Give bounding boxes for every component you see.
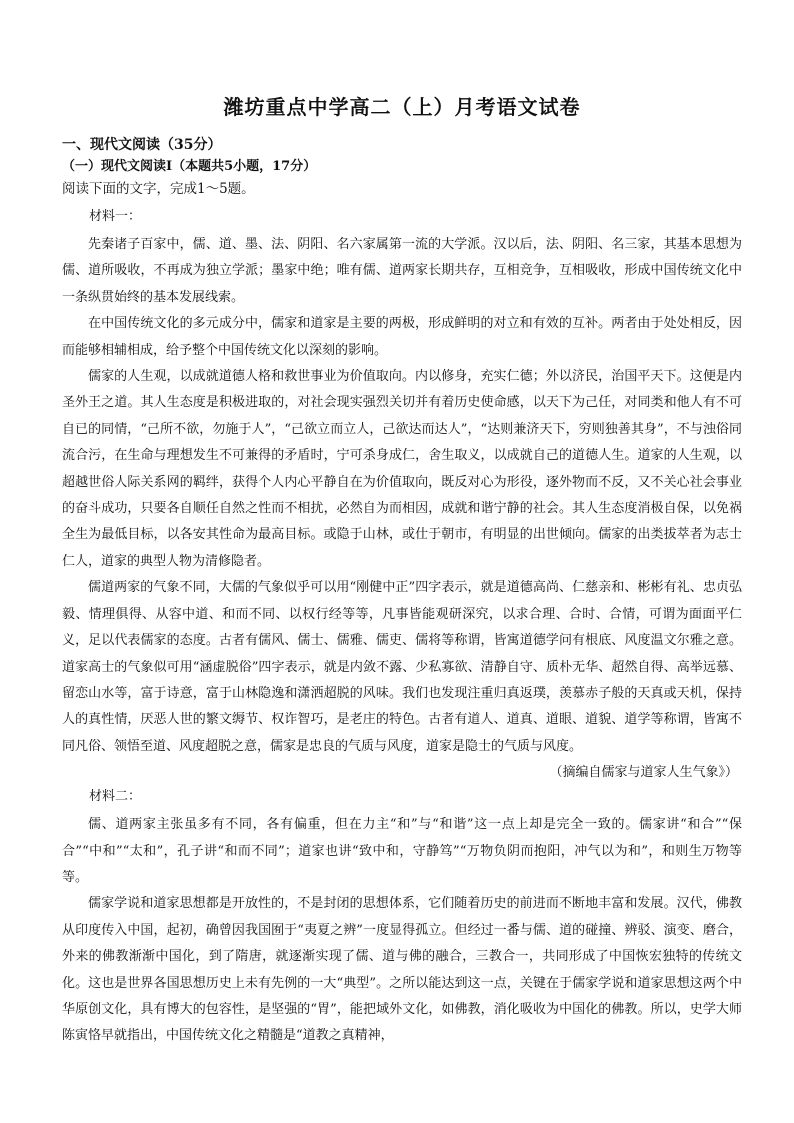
material-two-paragraph: 儒家学说和道家思想都是开放性的，不是封闭的思想体系，它们随着历史的前进而不断地丰富和发展。汉代，佛教从印度传入中国，起初，确曾因我国囿于“夷夏之辨”一度显得孤立。但经过一番与儒、道的碰撞、辨驳、演变、磨合，外来的佛教渐渐中国化，到了隋唐，就逐渐实现了儒、道与佛的融合，三教合一，共同形成了中国恢宏独特的传统文化。这也是世界各国思想历史上未有先例的一大“典型”。之所以能达到这一点，关键在于儒家学说和道家思想这两个中华原创文化，具有博大的包容性，是坚强的“胃”，能把域外文化，如佛教，消化吸收为中国化的佛教。所以，史学大师陈寅恪早就指出，中国传统文化之精髓是“道教之真精神， <box>62 896 742 1044</box>
material-one-source: （摘编自儒家与道家人生气象》） <box>549 765 738 781</box>
material-one-paragraph: 儒道两家的气象不同，大儒的气象似乎可以用“刚健中正”四字表示，就是道德高尚、仁慈亲和、彬彬有礼、忠贞弘毅、情理俱得、从容中道、和而不同、以权行经等等，凡事皆能观研深究，以求合理、合时、合情，可谓为面面平仁义，足以代表儒家的态度。古者有儒风、儒士、儒雅、儒吏、儒将等称谓，皆寓道德学问有根底、风度温文尔雅之意。道家高士的气象似可用“涵虚脱俗”四字表示，就是内敛不露、少私寡欲、清静自守、质朴无华、超然自得、高举远慕、留恋山水等，富于诗意，富于山林隐逸和潇洒超脱的风味。我们也发现注重归真返璞，羡慕赤子般的天真或天机，保持人的真性情，厌恶人世的繁文缛节、权诈智巧，是老庄的特色。古者有道人、道真、道眼、道貌、道学等称谓，皆寓不同凡俗、领悟至道、风度超脱之意，儒家是忠良的气质与风度，道家是隐士的气质与风度。 <box>62 580 742 754</box>
material-two-label: 材料二： <box>89 789 142 805</box>
material-one-label: 材料一： <box>89 209 142 224</box>
material-two-paragraph: 儒、道两家主张虽多有不同，各有偏重，但在力主“和”与“和谐”这一点上却是完全一致的。儒家讲“和合”“保合”“中和”“太和”，孔子讲“和而不同”；道家也讲“致中和，守静笃”“万物负阴而抱阳，冲气以为和”，和则生万物等等。 <box>62 817 742 885</box>
material-one-paragraph: 先秦诸子百家中，儒、道、墨、法、阴阳、名六家属第一流的大学派。汉以后，法、阴阳、名三家，其基本思想为儒、道所吸收，不再成为独立学派；墨家中绝；唯有儒、道两家长期共存，互相竞争，互相吸收，形成中国传统文化中一条纵贯始终的基本发展线索。 <box>62 237 742 305</box>
material-one-paragraph: 在中国传统文化的多元成分中，儒家和道家是主要的两极，形成鲜明的对立和有效的互补。两者由于处处相反，因而能够相辅相成，给予整个中国传统文化以深刻的影响。 <box>62 316 742 358</box>
exam-title: 潍坊重点中学高二（上）月考语文试卷 <box>223 95 581 119</box>
subsection-heading: （一）现代文阅读Ⅰ（本题共5小题，17分） <box>62 159 317 174</box>
material-one-paragraph: 儒家的人生观，以成就道德人格和救世事业为价值取向。内以修身，充实仁德；外以济民，治国平天下。这便是内圣外王之道。其人生态度是积极进取的，对社会现实强烈关切并有着历史使命感，以天下为己任，对同类和他人有不可自已的同情，“己所不欲，勿施于人”，“己欲立而立人，己欲达而达人”，“达则兼济天下，穷则独善其身”，不与浊俗同流合污，在生命与理想发生不可兼得的矛盾时，宁可杀身成仁，舍生取义，以成就自己的道德人生。道家的人生观，以超越世俗人际关系网的羁绊，获得个人内心平静自在为价值取向，既反对心为形役，逐外物而不反，又不关心社会事业的奋斗成功，只要各自顺任自然之性而不相扰，必然自为而相因，成就和谐宁静的社会。其人生态度消极自保，以免祸全生为最低目标，以各安其性命为最高目标。或隐于山林，或仕于朝市，有明显的出世倾向。儒家的出类拔萃者为志士仁人，道家的典型人物为清修隐者。 <box>62 369 742 569</box>
reading-instruction: 阅读下面的文字，完成1～5题。 <box>62 181 255 197</box>
section-heading: 一、现代文阅读（35分） <box>62 137 222 153</box>
